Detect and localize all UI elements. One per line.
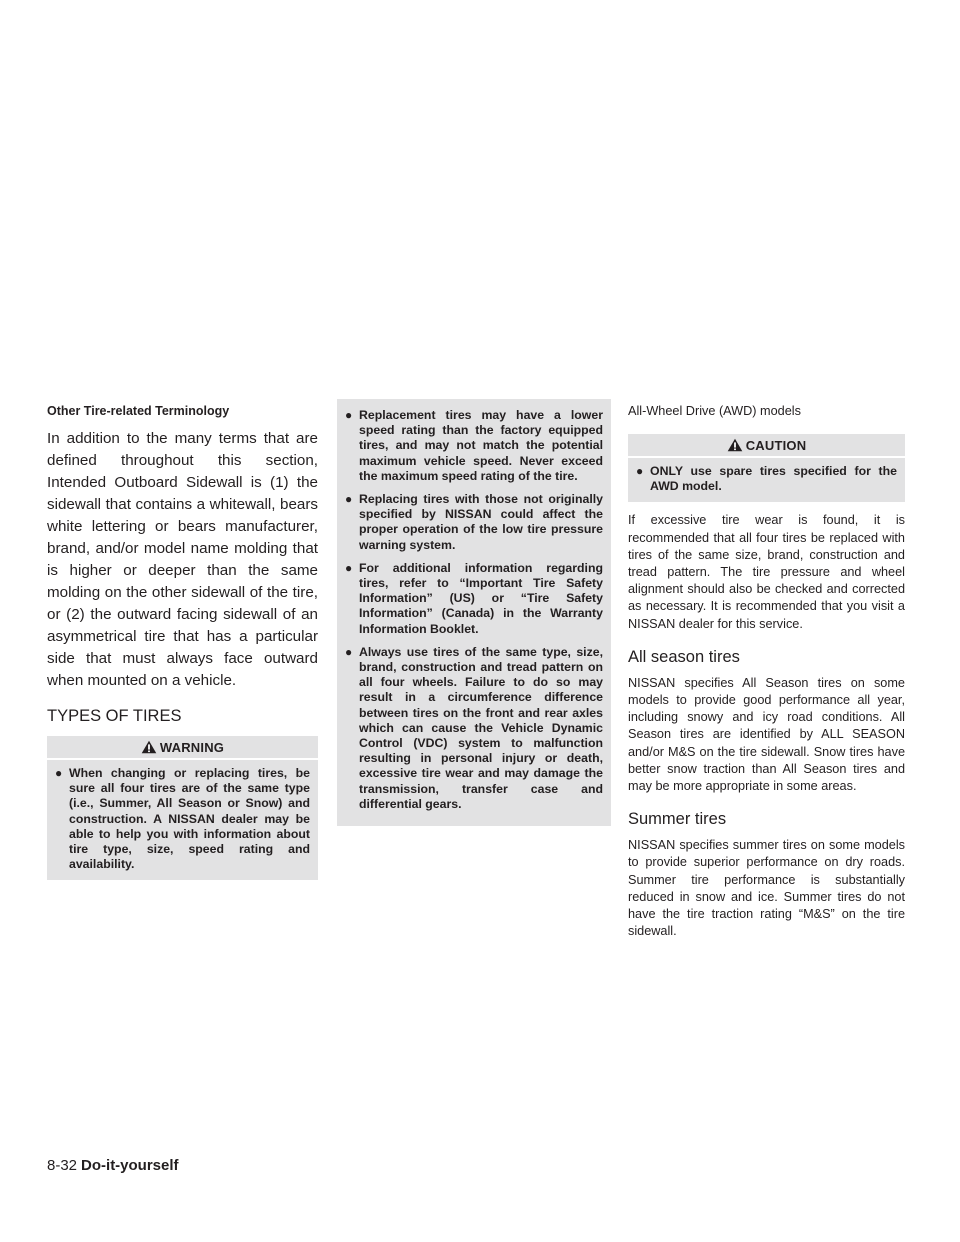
warning-label: WARNING <box>159 739 225 755</box>
warning-header <box>47 736 318 758</box>
warning-bullet-text: For additional information regarding tires, refer to “Important Tire Safety Information” (US) or “Tire Safety Information” (Canada) in the Warranty Information Booklet. <box>359 560 603 636</box>
awd-models-label: All-Wheel Drive (AWD) models <box>628 404 801 418</box>
caution-bullet-text: ONLY use spare tires specified for the AWD model. <box>650 464 897 494</box>
all-season-paragraph: NISSAN specifies All Season tires on some models to provide good performance all year, including snowy and icy road conditions. All Season tires are identified by ALL SEASON and/or M&S on the tire sidewall. Snow tires have better snow traction than All Season tires and may be more appropriate in some areas. <box>628 675 905 794</box>
bullet-dot: ● <box>55 766 63 780</box>
warning-body <box>47 758 318 880</box>
warning-triangle-icon <box>727 438 743 452</box>
warning-bullet-text: When changing or replacing tires, be sure all four tires are of the same type (i.e., Summer, All Season or Snow) and construction. A NISSAN dealer may be able to help you with information about tire type, size, speed rating and availability. <box>69 766 310 872</box>
warning-triangle-icon <box>141 740 157 754</box>
subheading-other-terminology: Other Tire-related Terminology <box>47 404 230 418</box>
warning-bullet <box>345 408 603 484</box>
warning-bullet-text: Replacement tires may have a lower speed rating than the factory equipped tires, and may not match the potential maximum vehicle speed. Never exceed the maximum speed rating of the tire. <box>359 408 603 483</box>
summer-paragraph: NISSAN specifies summer tires on some models to provide superior performance on dry roads. Summer tire performance is substantially reduced in snow and ice. Summer tires do not have the tire traction rating “M&S” on the tire sidewall. <box>628 838 905 939</box>
chapter-name: Do-it-yourself <box>81 1157 179 1174</box>
left-column <box>47 403 318 880</box>
section-title-summer: Summer tires <box>628 810 727 829</box>
warning-bullet <box>345 561 603 637</box>
section-title-all-season: All season tires <box>628 647 740 666</box>
right-column <box>628 403 905 950</box>
warning-box <box>47 736 318 880</box>
page-footer <box>47 1157 179 1175</box>
intro-paragraph: In addition to the many terms that are defined throughout this section, Intended Outboard Sidewall is (1) the sidewall that contains a whitewall, bears white lettering or bears manufacturer, brand, and/or model name molding that is higher or deeper than the same molding on the other sidewall of the tire, or (2) the outward facing sidewall of an asymmetrical tire that has a particular side that must always face outward when mounted on a vehicle. <box>47 430 318 689</box>
page-number: 8-32 <box>47 1157 78 1174</box>
caution-body <box>628 456 905 502</box>
warning-bullet <box>345 492 603 553</box>
warning-bullet-text: Always use tires of the same type, size, brand, construction and tread pattern on all four wheels. Failure to do so may result in a circumference difference between tires on the front and rear axles which can cause the Vehicle Dynamic Control (VDC) system to malfunction resulting in personal injury or death, excessive tire wear and may damage the transmission, transfer case and differential gears. <box>359 644 603 811</box>
middle-column <box>337 403 611 826</box>
bullet-dot: ● <box>636 464 644 478</box>
caution-header <box>628 434 905 456</box>
warning-bullet <box>345 645 603 812</box>
caution-bullet <box>636 464 897 494</box>
section-title-types-of-tires: TYPES OF TIRES <box>47 707 182 725</box>
bullet-dot: ● <box>345 560 353 575</box>
warning-bullet-text: Replacing tires with those not originally specified by NISSAN could affect the proper operation of the low tire pressure warning system. <box>359 492 603 552</box>
warning-continued-box <box>337 399 611 826</box>
warning-bullet <box>55 766 310 872</box>
bullet-dot: ● <box>345 408 353 422</box>
tire-wear-paragraph: If excessive tire wear is found, it is recommended that all four tires be replaced with tires of the same size, brand, construction and tread pattern. The tire pressure and wheel alignment should also be checked and corrected as necessary. It is recommended that you visit a NISSAN dealer for this service. <box>628 513 905 631</box>
caution-box <box>628 434 905 502</box>
bullet-dot: ● <box>345 492 353 507</box>
bullet-dot: ● <box>345 644 353 659</box>
caution-label: CAUTION <box>745 437 807 453</box>
